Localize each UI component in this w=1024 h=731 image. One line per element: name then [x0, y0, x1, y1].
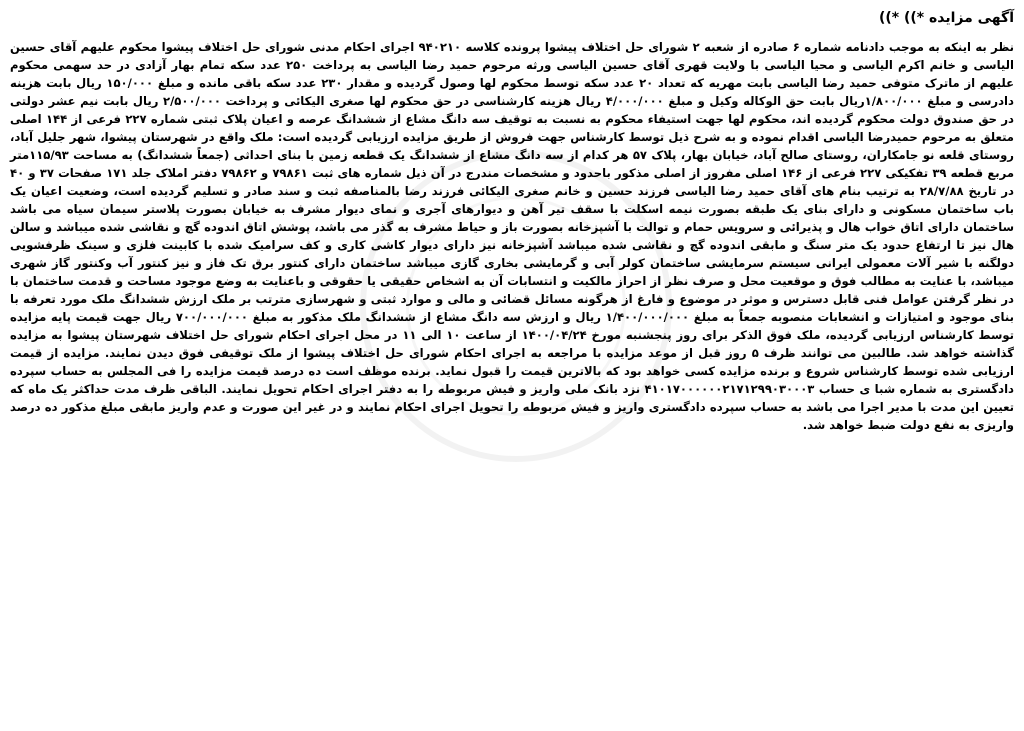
notice-document	[10, 4, 1014, 731]
notice-title: آگهی مزایده *)) *))	[879, 10, 1014, 26]
notice-body: نظر به اینکه به موجب دادنامه شماره ۶ صادره از شعبه ۲ شورای حل اختلاف پیشوا پرونده کلاسه ۹۴۰۲۱۰ اجرای احکام مدنی شورای حل اختلاف پیشوا محکوم علیهم آقای حسین الیاسی و خانم اکرم الیاسی و محیا الیاسی با ولایت قهری آقای حسین الیاسی ورثه مرحوم حمید رضا الیاسی به پرداخت ۲۵۰ عدد سکه تمام بهار آزادی در حد سهمی محکوم علیهم از ماترک متوفی حمید رضا الیاسی بابت مهریه که تعداد ۲۰ عدد سکه توسط محکوم لها وصول گردیده و مقدار ۲۳۰ عدد سکه باقی مانده و مبلغ ۱۵۰/۰۰۰ ریال بابت هزینه دادرسی و مبلغ ۱/۸۰۰/۰۰۰ریال بابت حق الوکاله وکیل و مبلغ ۴/۰۰۰/۰۰۰ ریال هزینه کارشناسی در حق محکوم لها صغری الیکائی و پرداخت ۲/۵۰۰/۰۰۰ ریال بابت نیم عشر دولتی در حق صندوق دولت محکوم گردیده اند، محکوم لها جهت استیفاء محکوم به نسبت به توقیف سه دانگ مشاع از ششدانگ عرصه و اعیان پلاک ثبتی شماره ۲۲۷ فرعی از ۱۴۴ اصلی متعلق به مرحوم حمیدرضا الیاسی اقدام نموده و به شرح ذیل توسط کارشناس جهت فروش از طریق مزایده ارزیابی گردیده است: ملک واقع در شهرستان پیشوا، شهر جلیل آباد، روستای قلعه نو جامکاران، روستای صالح آباد، خیابان بهار، پلاک ۵۷ هر کدام از سه دانگ مشاع از ششدانگ یک قطعه زمین با بنای احداثی (جمعاً ششدانگ) به مساحت ۱۱۵/۹۳متر مربع قطعه ۳۹ تفکیکی ۲۲۷ فرعی از ۱۴۶ اصلی مفروز از اصلی مذکور باحدود و مشخصات مندرج در آن ذیل شماره های ثبت ۷۹۸۶۱ و ۷۹۸۶۲ دفتر املاک جلد ۱۷۱ صفحات ۳۷ و ۴۰ در تاریخ ۲۸/۷/۸۸ به ترتیب بنام های آقای حمید رضا الیاسی فرزند حسین و خانم صغری الیکائی فرزند رضا بالمناصفه ثبت و سند صادر و تسلیم گردیده است، وضعیت اعیان یک باب ساختمان مسکونی و دارای بنای یک طبقه بصورت نیمه اسکلت با سقف تیر آهن و دیوارهای آجری و نمای دیوار مشرف به خیابان بصورت پلاستر سیمان سیاه می باشد ساختمان دارای اتاق خواب هال و پذیرائی و سرویس حمام و توالت با آشپزخانه بصورت باز و حیاط مشرف به گذر می باشد، پوشش اتاق اندوده گچ و نقاشی شده میباشد و سالن هال نیز تا ارتفاع حدود یک متر سنگ و مابقی اندوده گچ و نقاشی شده میباشد آشپزخانه نیز دارای دیوار کاشی کاری و کف سرامیک شده با کابینت فلزی و سینک ظرفشویی دولگنه با شیر آلات معمولی ایرانی سیستم سرمایشی ساختمان کولر آبی و گرمایشی بخاری گازی میباشد ساختمان دارای کنتور برق تک فاز و نیز کنتور آب وکنتور گاز شهری میباشد، با عنایت به مطالب فوق و موقعیت محل و صرف نظر از احراز مالکیت و انتسابات آن به اشخاص حقیقی یا حقوقی و باعنایت به وضع موجود مساحت و قدمت ساختمان با در نظر گرفتن عوامل فنی قابل دسترس و موثر در موضوع و فارغ از هرگونه مسائل قضائی و مالی و موارد ثبتی و شهرسازی مترتب بر ملک ارزش ششدانگ ملک مورد تعرفه با بنای موجود و امتیازات و انشعابات منصوبه جمعاً به مبلغ ۱/۴۰۰/۰۰۰/۰۰۰ ریال و ارزش سه دانگ مشاع از ششدانگ ملک مذکور به مبلغ ۷۰۰/۰۰۰/۰۰۰ ریال جهت قیمت پایه مزایده توسط کارشناس ارزیابی گردیده، ملک فوق الذکر برای روز پنجشنبه مورخ ۱۴۰۰/۰۴/۲۴ از ساعت ۱۰ الی ۱۱ در محل اجرای احکام شورای حل اختلاف شهرستان پیشوا به مزایده گذاشته خواهد شد. طالبین می توانند ظرف ۵ روز قبل از موعد مزایده با مراجعه به اجرای احکام شورای حل اختلاف پیشوا از ملک توقیفی فوق دیدن نمایند. مزایده از قیمت ارزیابی شده توسط کارشناس شروع و برنده مزایده کسی خواهد بود که بالاترین قیمت را قبول نماید. برنده موظف است ده درصد قیمت مزایده را فی المجلس به حساب سپرده دادگستری به شماره شبا ی حساب ۴۱۰۱۷۰۰۰۰۰۰۲۱۷۱۲۹۹۰۳۰۰۰۳ نزد بانک ملی واریز و فیش مربوطه را به دفتر اجرای احکام تحویل نمایند. الباقی ظرف مدت حداکثر یک ماه که تعیین این مدت با مدیر اجرا می باشد به حساب سپرده دادگستری واریز و فیش مربوطه را تحویل اجرای احکام نمایند و در غیر این صورت و عدم واریز مابقی مبلغ مذکور ده درصد واریزی به نفع دولت ضبط خواهد شد.	[10, 40, 1015, 432]
